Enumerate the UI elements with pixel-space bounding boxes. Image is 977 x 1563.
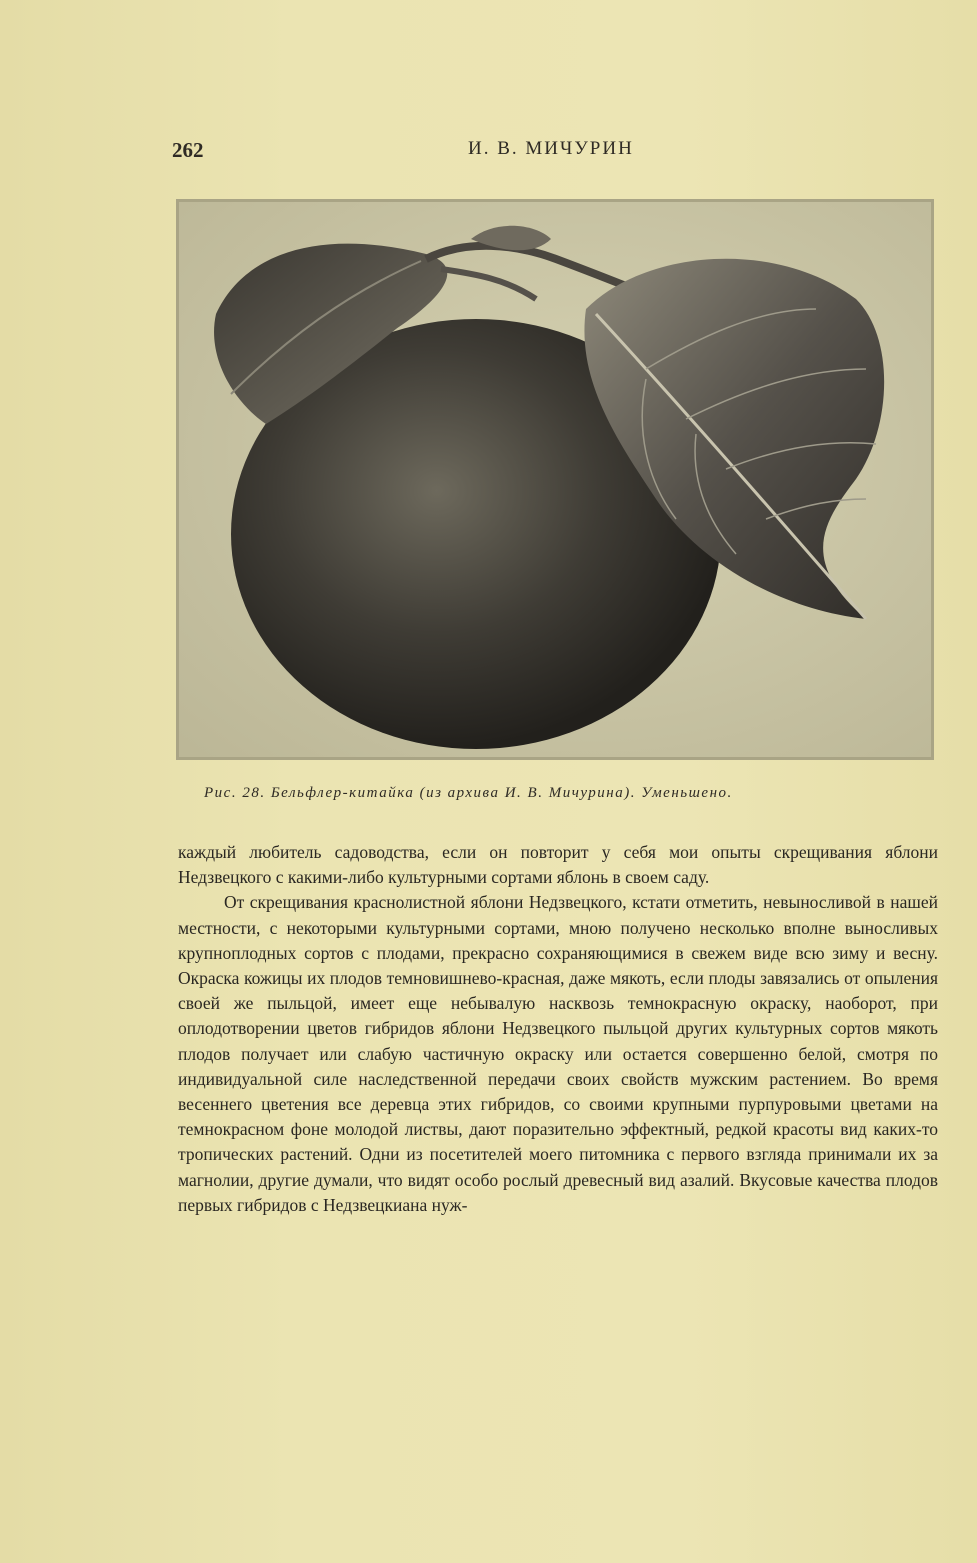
body-text bbox=[178, 840, 938, 1218]
page-header bbox=[0, 138, 977, 168]
apple-photo bbox=[176, 199, 934, 760]
page-number: 262 bbox=[172, 138, 204, 162]
paragraph: От скрещивания краснолистной яблони Недзвецкого, кстати отметить, невыносливой в нашей местности, с некоторыми культурными сортами, мною получено несколько вполне выносливых крупноплодных сортов с плодами, прекрасно сохраняющимися в свежем виде всю зиму и весну. Окраска кожицы их плодов темновишнево-красная, даже мякоть, если плоды завязались от опыления своей же пыльцой, имеет еще небывалую насквозь темнокрасную окраску, наоборот, при оплодотворении цветов гибридов яблони Недзвецкого пыльцой других культурных сортов мякоть плодов получает или слабую частичную окраску или остается совершенно белой, смотря по индивидуальной силе наследственной передачи своих свойств мужским растением. Во время весеннего цветения все деревца этих гибридов, со своими крупными пурпуровыми цветами на темнокрасном фоне молодой листвы, дают поразительно эффектный, редкой красоты вид каких-то тропических растений. Одни из посетителей моего питомника с первого взгляда принимали их за магнолии, другие думали, что видят особо рослый древесный вид азалий. Вкусовые качества плодов первых гибридов с Недзвецкиана нуж- bbox=[178, 892, 938, 1215]
running-title: И. В. МИЧУРИН bbox=[468, 138, 634, 159]
figure-caption: Рис. 28. Бельфлер-китайка (из архива И. В. Мичурина). Уменьшено. bbox=[204, 785, 733, 801]
paragraph: каждый любитель садоводства, если он повторит у себя мои опыты скрещивания яблони Недзвецкого с какими-либо культурными сортами яблонь в своем саду. bbox=[178, 842, 938, 888]
